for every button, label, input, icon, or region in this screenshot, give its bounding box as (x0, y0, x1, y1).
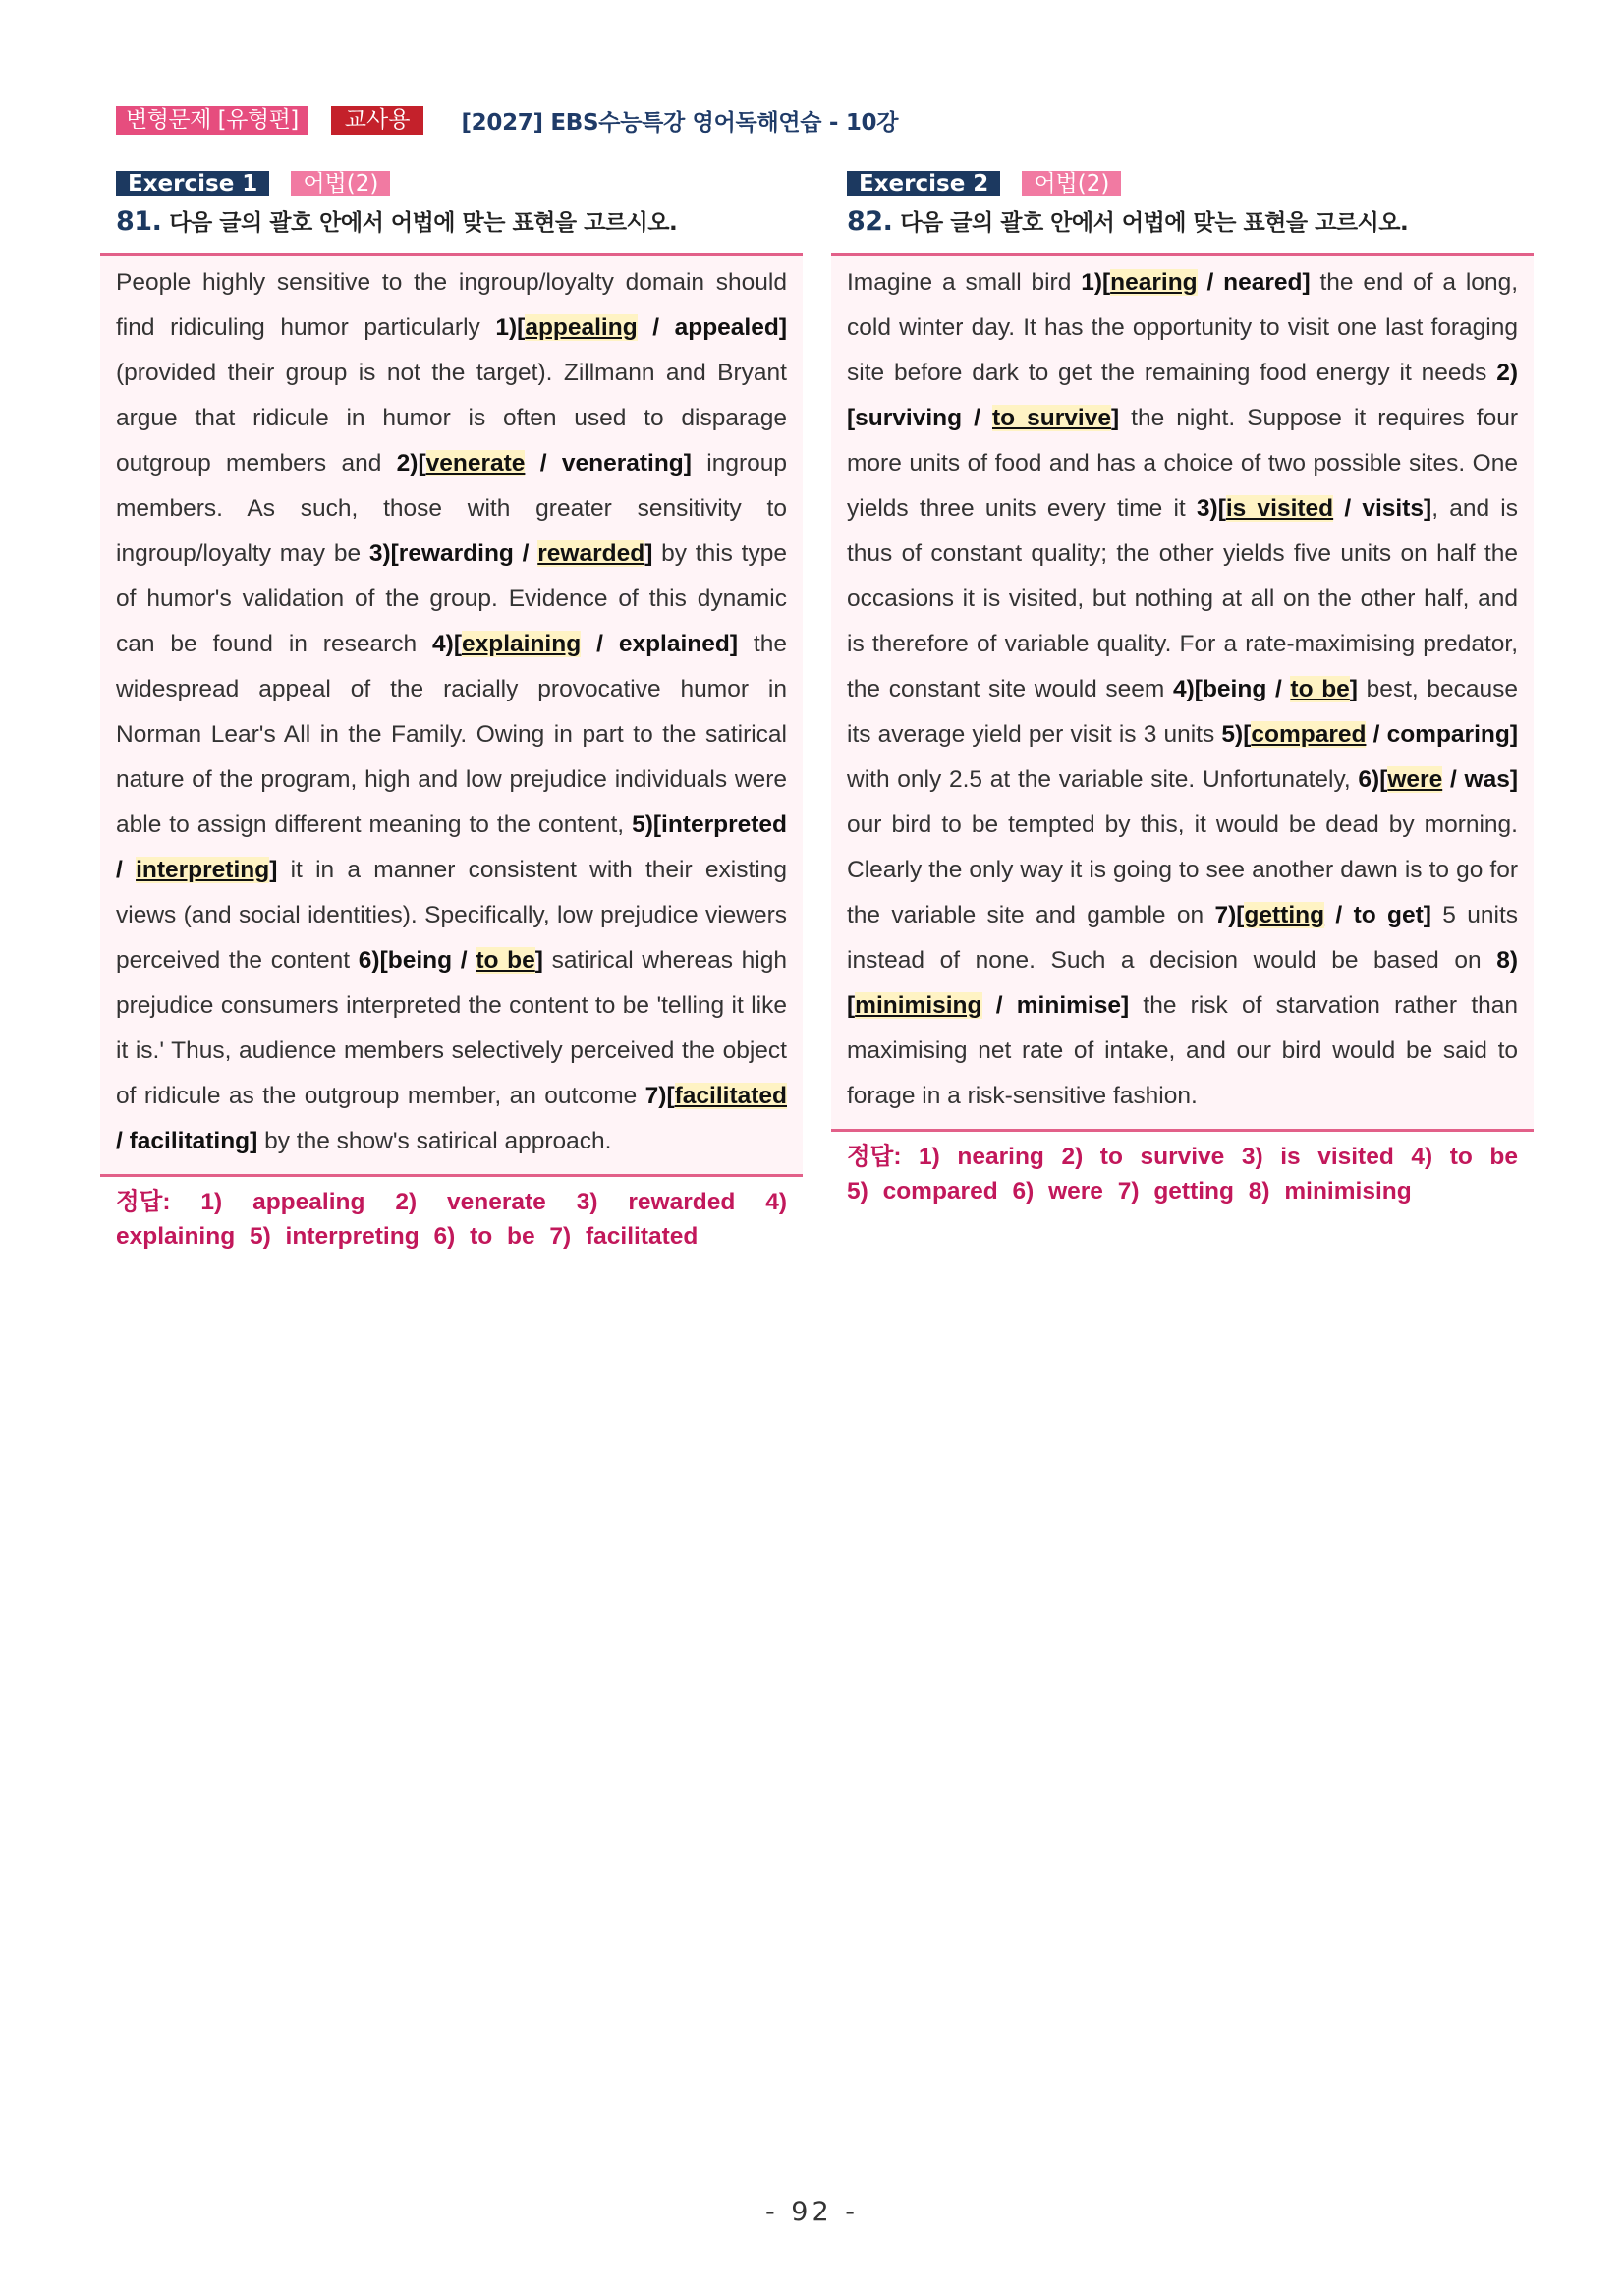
correct-option: were (1387, 766, 1443, 793)
choice-number: 5)[ (632, 812, 662, 838)
choice-bracket: ] (729, 631, 739, 657)
option: interpreted (661, 812, 787, 838)
option: minimise (1016, 992, 1121, 1019)
choice-bracket: ] (1424, 495, 1432, 522)
grammar-choice (1214, 902, 1430, 928)
answer-key: 정답: 1) appealing 2) venerate 3) rewarded 4) explaining 5) interpreting 6) to be 7) facilitated (116, 1189, 787, 1250)
option: explained (618, 631, 730, 657)
option: venerating (561, 450, 684, 476)
question-number: 81. (116, 206, 162, 237)
option: neared (1223, 269, 1303, 296)
choice-bracket: ] (250, 1128, 258, 1154)
option: appealed (674, 314, 779, 341)
choice-separator: / (1333, 495, 1363, 522)
exercise-label: Exercise 2 (847, 171, 1000, 196)
choice-bracket: ] (1302, 269, 1311, 296)
choice-separator: / (1324, 902, 1354, 928)
correct-option: is visited (1225, 495, 1334, 522)
choice-separator: / (581, 631, 619, 657)
choice-number: 6)[ (1358, 766, 1388, 793)
option: visits (1362, 495, 1425, 522)
choice-number: 4)[ (432, 631, 462, 657)
correct-option: getting (1244, 902, 1325, 928)
correct-option: explaining (462, 631, 582, 657)
correct-option: minimising (855, 992, 982, 1019)
category-badge: 어법(2) (291, 171, 390, 196)
correct-option: to be (1290, 676, 1350, 702)
choice-number: 1)[ (495, 314, 526, 341)
option: being (387, 947, 453, 974)
choice-separator: / (962, 405, 992, 431)
grammar-choice (1221, 721, 1518, 748)
category-badge: 어법(2) (1022, 171, 1121, 196)
choice-separator: / (452, 947, 476, 974)
grammar-choice (432, 631, 738, 657)
correct-option: interpreting (136, 857, 270, 883)
choice-bracket: ] (1423, 902, 1431, 928)
option: to get (1353, 902, 1424, 928)
choice-bracket: ] (1349, 676, 1358, 702)
grammar-choice (369, 540, 653, 567)
choice-number: 1)[ (1081, 269, 1111, 296)
choice-bracket: ] (1120, 992, 1130, 1019)
choice-number: 7)[ (1214, 902, 1245, 928)
option: surviving (855, 405, 963, 431)
choice-separator: / (525, 450, 562, 476)
exercise-2-column (831, 171, 1534, 1208)
passage-text: People highly sensitive to the ingroup/loyalty domain should find ridiculing humor particularly 1)[appealing / appealed] (provided their group is not the target). Zillmann and Bryant argue that ridicule in humor is often used to disparage outgroup members and 2)[venerate / venerating] ingroup members. As such, those with greater sensitivity to ingroup/loyalty may be 3)[rewarding / rewarded] by this type of humor's validation of the group. Evidence of this dynamic can be found in research 4)[explaining / explained] the widespread appeal of the racially provocative humor in Norman Lear's All in the Family. Owing in part to the satirical nature of the program, high and low prejudice individuals were able to assign different meaning to the content, 5)[interpreted / interpreting] it in a manner consistent with their existing views (and social identities). Specifically, low prejudice viewers perceived the content 6)[being / to be] satirical whereas high prejudice consumers interpreted the content to be 'telling it like it is.' Thus, audience members selectively perceived the object of ridicule as the outgroup member, an outcome 7)[facilitated / facilitating] by the show's satirical approach. (116, 269, 788, 1154)
option: comparing (1386, 721, 1510, 748)
choice-separator: / (1266, 676, 1291, 702)
choice-separator: / (1366, 721, 1387, 748)
correct-option: facilitated (674, 1083, 787, 1109)
choice-number: 5)[ (1221, 721, 1252, 748)
choice-bracket: ] (683, 450, 692, 476)
page-header (116, 105, 898, 135)
choice-number: 3)[ (368, 540, 399, 567)
grammar-choice (847, 360, 1518, 431)
grammar-choice (847, 947, 1518, 1019)
option: facilitating (129, 1128, 251, 1154)
question-title (116, 206, 803, 238)
document-title: [2027] EBS수능특강 영어독해연습 - 10강 (461, 109, 899, 136)
passage-box (100, 253, 803, 1177)
grammar-choice (1197, 495, 1431, 522)
variant-tag: 변형문제 [유형편] (116, 106, 308, 135)
choice-bracket: ] (1509, 766, 1518, 793)
choice-bracket: ] (644, 540, 653, 567)
choice-separator: / (513, 540, 538, 567)
correct-option: compared (1251, 721, 1367, 748)
correct-option: venerate (425, 450, 526, 476)
question-instruction: 다음 글의 괄호 안에서 어법에 맞는 표현을 고르시오. (900, 210, 1409, 236)
correct-option: to survive (991, 405, 1111, 431)
question-instruction: 다음 글의 괄호 안에서 어법에 맞는 표현을 고르시오. (169, 210, 678, 236)
exercise-2-label-row (847, 171, 1534, 196)
choice-number: 6)[ (358, 947, 388, 974)
correct-option: rewarded (537, 540, 645, 567)
option: was (1464, 766, 1510, 793)
choice-separator: / (116, 1128, 130, 1154)
grammar-choice (1173, 676, 1358, 702)
correct-option: to be (476, 947, 535, 974)
grammar-choice (116, 1083, 787, 1154)
passage-text: Imagine a small bird 1)[nearing / neared] the end of a long, cold winter day. It has the opportunity to visit one last foraging site before dark to get the remaining food energy it needs 2)[surviving / to survive] the night. Suppose it requires four more units of food and has a choice of two possible sites. One yields three units every time it 3)[is visited / visits], and is thus of constant quality; the other yields five units on half the occasions it is visited, but nothing at all on the other half, and is therefore of variable quality. For a rate-maximising predator, the constant site would seem 4)[being / to be] best, because its average yield per visit is 3 units 5)[compared / comparing] with only 2.5 at the variable site. Unfortunately, 6)[were / was] our bird to be tempted by this, it would be dead by morning. Clearly the only way it is going to see another dawn is to go for the variable site and gamble on 7)[getting / to get] 5 units instead of none. Such a decision would be based on 8)[minimising / minimise] the risk of starvation rather than maximising net rate of intake, and our bird would be said to forage in a risk-sensitive fashion. (847, 269, 1519, 1109)
correct-option: nearing (1110, 269, 1198, 296)
choice-number: 3)[ (1196, 495, 1226, 522)
exercise-label: Exercise 1 (116, 171, 269, 196)
choice-separator: / (116, 857, 137, 883)
grammar-choice (1358, 766, 1518, 793)
choice-bracket: ] (1509, 721, 1519, 748)
choice-separator: / (637, 314, 675, 341)
choice-number: 2)[ (847, 360, 1518, 431)
exercise-1-label-row (116, 171, 803, 196)
exercise-1-column (100, 171, 803, 1254)
grammar-choice (397, 450, 692, 476)
teacher-tag: 교사용 (331, 106, 424, 135)
question-title (847, 206, 1534, 238)
choice-bracket: ] (778, 314, 787, 341)
correct-option: appealing (525, 314, 638, 341)
choice-bracket: ] (1110, 405, 1120, 431)
option: rewarding (398, 540, 514, 567)
choice-separator: / (1442, 766, 1465, 793)
grammar-choice (116, 812, 787, 883)
choice-number: 2)[ (396, 450, 426, 476)
choice-number: 7)[ (644, 1083, 675, 1109)
choice-number: 8)[ (847, 947, 1518, 1019)
choice-separator: / (1197, 269, 1224, 296)
choice-bracket: ] (269, 857, 278, 883)
option: being (1202, 676, 1267, 702)
grammar-choice (1081, 269, 1310, 296)
grammar-choice (359, 947, 543, 974)
choice-number: 4)[ (1173, 676, 1203, 702)
answer-key: 정답: 1) nearing 2) to survive 3) is visited 4) to be 5) compared 6) were 7) getting 8) minimising (847, 1144, 1518, 1204)
choice-bracket: ] (534, 947, 543, 974)
page-number: - 92 - (764, 2197, 859, 2227)
question-number: 82. (847, 206, 893, 237)
grammar-choice (495, 314, 787, 341)
passage-box (831, 253, 1534, 1132)
choice-separator: / (981, 992, 1017, 1019)
